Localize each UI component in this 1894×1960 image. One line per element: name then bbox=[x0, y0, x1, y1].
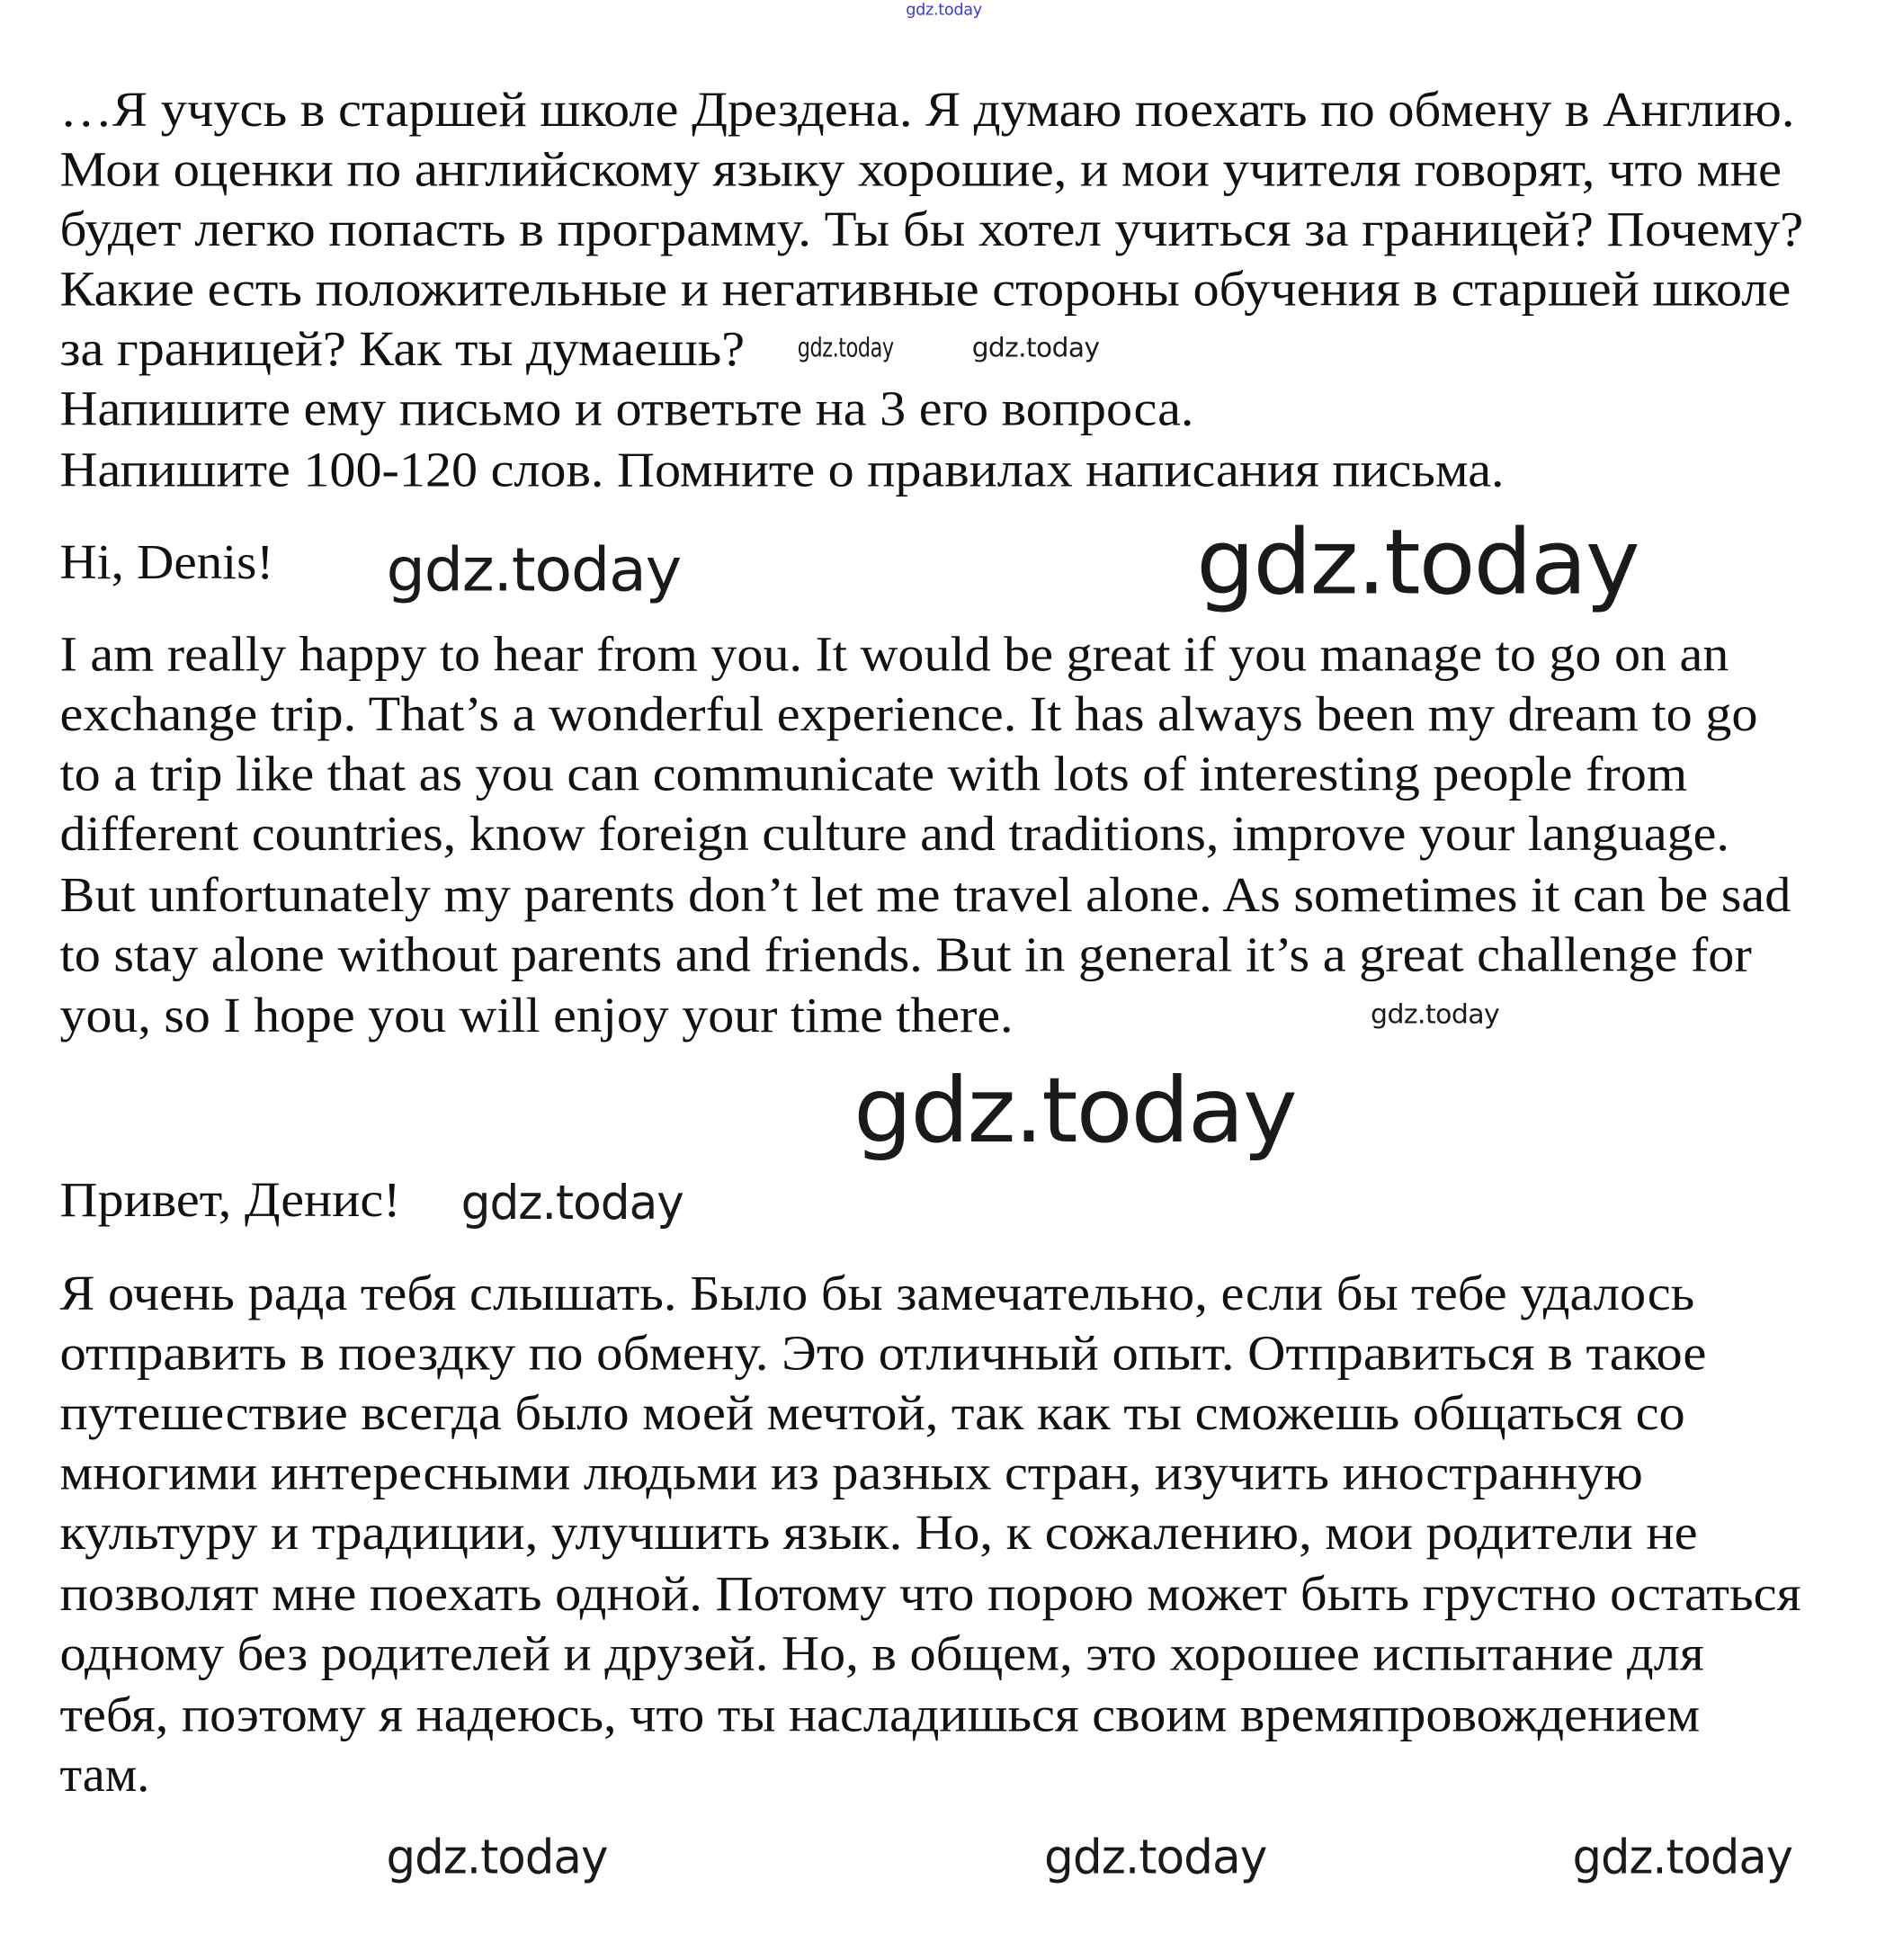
letter-ru-line: культуру и традиции, улучшить язык. Но, к сожалению, мои родители не bbox=[59, 1504, 1698, 1561]
watermark: gdz.today bbox=[853, 1058, 1296, 1163]
letter-en-line: exchange trip. That’s a wonderful experience. It has always been my dream to go bbox=[59, 685, 1758, 742]
letter-ru-line: отправить в поездку по обмену. Это отличный опыт. Отправиться в такое bbox=[59, 1324, 1707, 1382]
letter-en-line: to stay alone without parents and friends. But in general it’s a great challenge for bbox=[59, 926, 1752, 982]
letter-en-greeting: Hi, Denis! bbox=[59, 533, 274, 590]
letter-en-line: But unfortunately my parents don’t let me travel alone. As sometimes it can be sad bbox=[59, 865, 1791, 923]
letter-ru-line: многими интересными людьми из разных стран, изучить иностранную bbox=[59, 1444, 1643, 1501]
letter-en-line: to a trip like that as you can communicate with lots of interesting people from bbox=[59, 745, 1688, 801]
watermark: gdz.today bbox=[971, 332, 1100, 363]
watermark: gdz.today bbox=[1572, 1829, 1793, 1884]
task-line: Мои оценки по английскому языку хорошие, и мои учителя говорят, что мне bbox=[59, 140, 1782, 197]
watermark: gdz.today bbox=[386, 1829, 608, 1884]
watermark: gdz.today bbox=[1196, 509, 1639, 615]
task-line: за границей? Как ты думаешь? bbox=[59, 320, 746, 377]
letter-ru-greeting: Привет, Денис! bbox=[59, 1171, 401, 1228]
task-line: Какие есть положительные и негативные стороны обучения в старшей школе bbox=[59, 260, 1791, 317]
letter-ru-line: путешествие всегда было моей мечтой, так как ты сможешь общаться со bbox=[59, 1384, 1685, 1441]
watermark: gdz.today bbox=[386, 535, 681, 606]
task-line: будет легко попасть в программу. Ты бы хотел учиться за границей? Почему? bbox=[59, 201, 1804, 257]
letter-ru-line: позволят мне поехать одной. Потому что порою может быть грустно остаться bbox=[59, 1565, 1801, 1622]
letter-en-line: you, so I hope you will enjoy your time there. bbox=[59, 987, 1014, 1043]
watermark: gdz.today bbox=[906, 1, 982, 21]
letter-en-line: different countries, know foreign culture and traditions, improve your language. bbox=[59, 805, 1729, 862]
watermark: gdz.today bbox=[797, 332, 894, 363]
watermark: gdz.today bbox=[1044, 1829, 1267, 1884]
task-line: Напишите ему письмо и ответьте на 3 его вопроса. bbox=[59, 380, 1194, 436]
watermark: gdz.today bbox=[460, 1175, 683, 1231]
letter-ru-line: там. bbox=[59, 1746, 150, 1803]
task-line: Напишите 100-120 слов. Помните о правилах написания письма. bbox=[59, 441, 1505, 497]
letter-ru-line: Я очень рада тебя слышать. Было бы замечательно, если бы тебе удалось bbox=[59, 1265, 1695, 1321]
task-line: …Я учусь в старшей школе Дрездена. Я думаю поехать по обмену в Англию. bbox=[59, 81, 1795, 138]
letter-en-line: I am really happy to hear from you. It would be great if you manage to go on an bbox=[59, 625, 1729, 682]
letter-ru-line: одному без родителей и друзей. Но, в общем, это хорошее испытание для bbox=[59, 1624, 1704, 1682]
watermark: gdz.today bbox=[1371, 999, 1500, 1030]
letter-ru-line: тебя, поэтому я надеюсь, что ты насладишься своим времяпровождением bbox=[59, 1686, 1701, 1742]
